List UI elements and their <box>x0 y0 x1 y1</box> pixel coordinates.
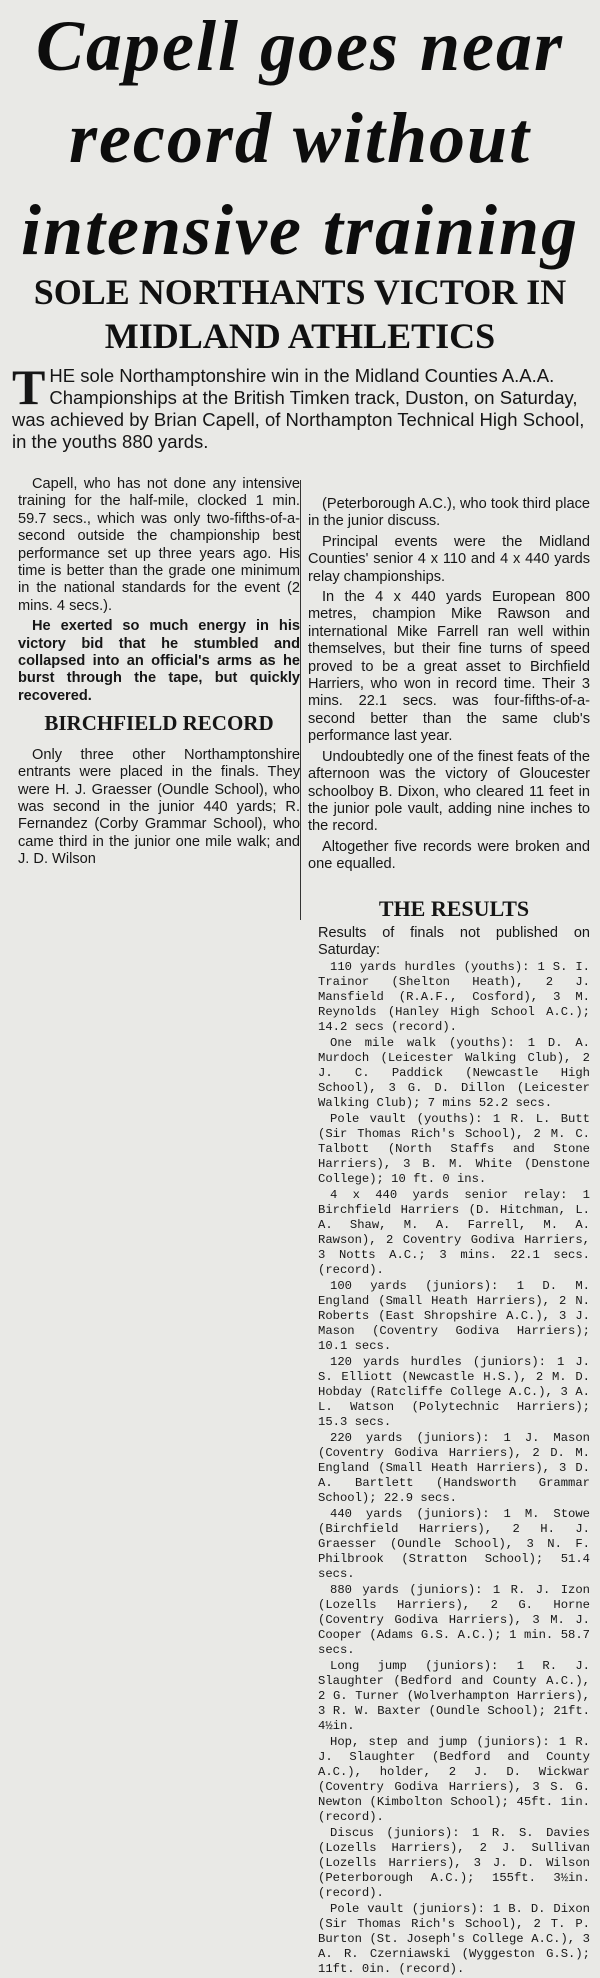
headline <box>0 0 600 276</box>
result-item: 880 yards (juniors): 1 R. J. Izon (Lozells Harriers), 2 G. Horne (Coventry Godiva Harriers), 3 M. J. Cooper (Adams G.S. A.C.); 1 min. 58.7 secs. <box>318 1583 590 1658</box>
result-item: 220 yards (juniors): 1 J. Mason (Coventry Godiva Harriers), 2 D. M. England (Small Heath Harriers), 3 D. A. Bartlett (Handsworth Grammar School); 22.9 secs. <box>318 1431 590 1506</box>
article-paragraph: Principal events were the Midland Counties' senior 4 x 110 and 4 x 440 yards relay championships. <box>308 533 590 585</box>
drop-cap: T <box>12 359 46 415</box>
article-paragraph: In the 4 x 440 yards European 800 metres, champion Mike Rawson and international Mike Farrell ran well within themselves, but their fine turns of speed proved to be a great asset to Birchfield Harriers, who won in record time. Their 3 mins. 22.1 secs. was four-fifths-of-a-second better than the same club's performance last year. <box>308 589 590 745</box>
subheadline-line-1: SOLE NORTHANTS VICTOR IN <box>33 272 567 312</box>
headline-line-1: Capell goes near <box>36 6 564 86</box>
results-box <box>318 896 590 1978</box>
result-item: Hop, step and jump (juniors): 1 R. J. Slaughter (Bedford and County A.C.), holder, 2 J. D. Wickwar (Coventry Godiva Harriers), 3 S. G. Newton (Kimbolton School); 45ft. 1in. (record). <box>318 1735 590 1825</box>
result-item: 110 yards hurdles (youths): 1 S. I. Trainor (Shelton Heath), 2 J. Mansfield (R.A.F., Cosford), 3 M. Reynolds (Hanley High School A.C.); 14.2 secs (record). <box>318 960 590 1035</box>
article-paragraph: Only three other Northamptonshire entrants were placed in the finals. They were H. J. Graesser (Oundle School), who was second in the junior 440 yards; R. Fernandez (Corby Grammar School), who came third in the junior one mile walk; and J. D. Wilson <box>18 746 300 868</box>
results-intro: Results of finals not published on Saturday: <box>318 925 590 958</box>
result-item: 100 yards (juniors): 1 D. M. England (Small Heath Harriers), 2 N. Roberts (East Shropshire A.C.), 3 J. Mason (Coventry Godiva Harriers); 10.1 secs. <box>318 1279 590 1354</box>
subheadline-line-2: MIDLAND ATHLETICS <box>104 316 496 356</box>
subheadline <box>0 270 600 358</box>
result-item: Discus (juniors): 1 R. S. Davies (Lozells Harriers), 2 J. Sullivan (Lozells Harriers), 3 J. D. Wilson (Peterborough A.C.); 155ft. 3½in. (record). <box>318 1826 590 1901</box>
article-paragraph: Capell, who has not done any intensive training for the half-mile, clocked 1 min. 59.7 secs., which was only two-fifths-of-a-second outside the championship best performance set up three years ago. His time is better than the grade one minimum in the national standards for the event (2 mins. 4 secs.). <box>18 476 300 614</box>
headline-line-2: record without <box>68 98 532 178</box>
result-item: 4 x 440 yards senior relay: 1 Birchfield Harriers (D. Hitchman, L. A. Shaw, M. A. Farrell, M. A. Rawson), 2 Coventry Godiva Harriers, 3 Notts A.C.; 3 mins. 22.1 secs. (record). <box>318 1188 590 1278</box>
article-paragraph: (Peterborough A.C.), who took third place in the junior discuss. <box>308 496 590 530</box>
result-item: 440 yards (juniors): 1 M. Stowe (Birchfield Harriers), 2 H. J. Graesser (Oundle School), 3 N. F. Philbrook (Stratton School); 51.4 secs. <box>318 1507 590 1582</box>
article-paragraph: Altogether five records were broken and one equalled. <box>308 838 590 873</box>
column-divider <box>300 480 301 920</box>
lead-paragraph <box>12 359 590 453</box>
result-item: One mile walk (youths): 1 D. A. Murdoch (Leicester Walking Club), 2 J. C. Paddick (Newcastle High School), 3 G. D. Dillon (Leicester Walking Club); 7 mins 52.2 secs. <box>318 1036 590 1111</box>
result-item: Pole vault (youths): 1 R. L. Butt (Sir Thomas Rich's School), 2 M. C. Talbott (North Staffs and Stone Harriers), 3 B. M. White (Denstone College); 10 ft. 0 ins. <box>318 1112 590 1187</box>
article-paragraph-bold: He exerted so much energy in his victory bid that he stumbled and collapsed into an official's arms as he burst through the tape, but quickly recovered. <box>18 618 300 704</box>
article-paragraph: Undoubtedly one of the finest feats of the afternoon was the victory of Gloucester schoolboy B. Dixon, who cleared 11 feet in the junior pole vault, adding nine inches to the record. <box>308 748 590 835</box>
results-heading: THE RESULTS <box>378 896 530 921</box>
result-item: Pole vault (juniors): 1 B. D. Dixon (Sir Thomas Rich's School), 2 T. P. Burton (St. Joseph's College A.C.), 3 A. R. Czerniawski (Wyggeston G.S.); 11ft. 0in. (record). <box>318 1902 590 1977</box>
section-heading: BIRCHFIELD RECORD <box>44 711 274 736</box>
article-column-1 <box>18 476 300 872</box>
result-item: Long jump (juniors): 1 R. J. Slaughter (Bedford and County A.C.), 2 G. Turner (Wolverhampton Harriers), 3 R. W. Baxter (Oundle School); 21ft. 4½in. <box>318 1659 590 1734</box>
headline-line-3: intensive training <box>20 190 580 270</box>
lead-text: HE sole Northamptonshire win in the Midland Counties A.A.A. Championships at the British Timken track, Duston, on Saturday, was achieved by Brian Capell, of Northampton Technical High School, in the youths 880 yards. <box>12 365 585 452</box>
article-column-2 <box>308 496 590 877</box>
result-item: 120 yards hurdles (juniors): 1 J. S. Elliott (Newcastle H.S.), 2 M. D. Hobday (Ratcliffe College A.C.), 3 A. L. Watson (Polytechnic Harriers); 15.3 secs. <box>318 1355 590 1430</box>
